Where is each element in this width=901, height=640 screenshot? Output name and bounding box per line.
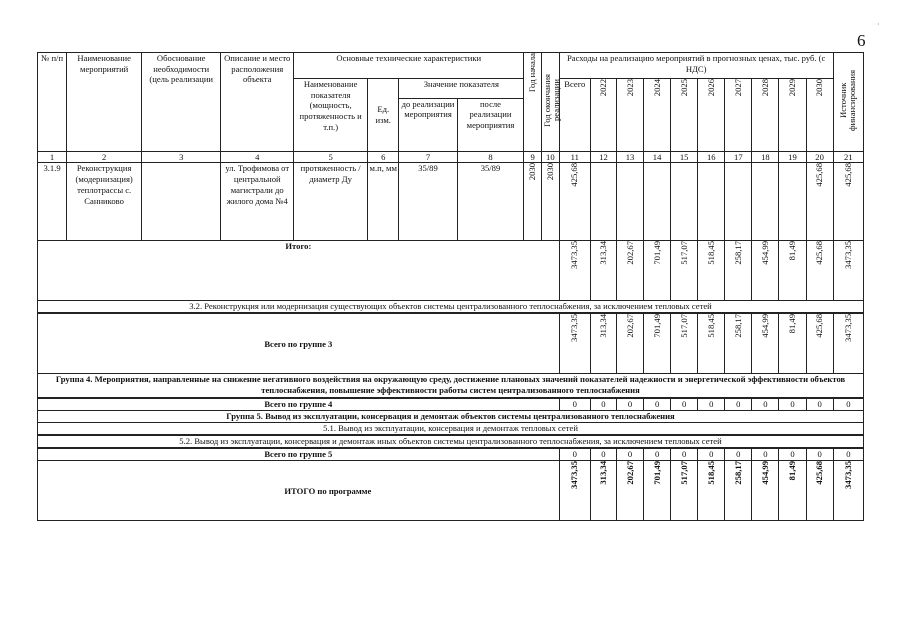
- col-number: 19: [779, 151, 806, 163]
- col-number: 8: [457, 151, 524, 163]
- row-2028: [752, 163, 779, 241]
- total-2029: 81,49: [779, 241, 806, 301]
- group4-2030: 0: [806, 399, 833, 411]
- group4-title-row: [38, 374, 864, 398]
- total-row: [38, 241, 864, 301]
- group5-2024: 0: [644, 449, 671, 461]
- header-year-2026: 2026: [698, 79, 725, 152]
- group4-2029: 0: [779, 399, 806, 411]
- header-costs-group: Расходы на реализацию мероприятий в прогнозных ценах, тыс. руб. (с НДС): [559, 53, 833, 79]
- group3-total-row: [38, 314, 864, 374]
- group3-2024: 701,49: [644, 314, 671, 374]
- row-name: Реконструкция (модернизация) теплотрассы с. Санниково: [67, 163, 142, 241]
- header-year-end: Год окончания реализации: [542, 53, 560, 152]
- header-year-2027: 2027: [725, 79, 752, 152]
- header-name: Наименование мероприятий: [67, 53, 142, 152]
- table-row-3-1-9: [38, 163, 864, 241]
- group3-total-label: Всего по группе 3: [38, 314, 560, 374]
- group5-source: 0: [833, 449, 863, 461]
- group4-2023: 0: [616, 399, 643, 411]
- header-after: после реализации мероприятия: [457, 98, 524, 151]
- col-number: 12: [590, 151, 616, 163]
- group4-2022: 0: [590, 399, 616, 411]
- group3-2023: 202,67: [616, 314, 643, 374]
- section-3-2-row: [38, 301, 864, 313]
- group4-2025: 0: [671, 399, 698, 411]
- row-2029: [779, 163, 806, 241]
- grand-2022: 313,34: [590, 461, 616, 521]
- row-unit: м.п, мм: [368, 163, 399, 241]
- col-number: 5: [294, 151, 368, 163]
- total-all: 3473,35: [559, 241, 590, 301]
- header-values-group: Значение показателя: [399, 79, 524, 99]
- col-number: 9: [524, 151, 542, 163]
- row-2024: [644, 163, 671, 241]
- col-number: 18: [752, 151, 779, 163]
- total-2023: 202,67: [616, 241, 643, 301]
- total-2026: 518,45: [698, 241, 725, 301]
- row-2023: [616, 163, 643, 241]
- header-num: № п/п: [38, 53, 67, 152]
- group3-source: 3473,35: [833, 314, 863, 374]
- row-reason: [142, 163, 221, 241]
- section-5-1-row: [38, 423, 864, 435]
- column-numbers-row: [38, 151, 864, 163]
- row-total: 425,68: [559, 163, 590, 241]
- col-number: 20: [806, 151, 833, 163]
- grand-2026: 518,45: [698, 461, 725, 521]
- group4-2027: 0: [725, 399, 752, 411]
- measures-table: [37, 52, 864, 521]
- total-2030: 425,68: [806, 241, 833, 301]
- section-5-2: 5.2. Вывод из эксплуатации, консервация и демонтаж иных объектов системы централизованного теплоснабжения, за исключением тепловых сетей: [38, 436, 864, 448]
- col-number: 6: [368, 151, 399, 163]
- total-2025: 517,07: [671, 241, 698, 301]
- col-number: 21: [833, 151, 863, 163]
- total-2027: 258,17: [725, 241, 752, 301]
- col-number: 4: [221, 151, 294, 163]
- header-tech-group: Основные технические характеристики: [294, 53, 524, 79]
- row-year-start: 2030: [524, 163, 542, 241]
- grand-2030: 425,68: [806, 461, 833, 521]
- row-2030: 425,68: [806, 163, 833, 241]
- header-location: Описание и место расположения объекта: [221, 53, 294, 152]
- row-2026: [698, 163, 725, 241]
- section-5-2-row: [38, 436, 864, 448]
- grand-source: 3473,35: [833, 461, 863, 521]
- header-year-2024: 2024: [644, 79, 671, 152]
- header-source: Источник финансирования: [833, 53, 863, 152]
- header-year-2029: 2029: [779, 79, 806, 152]
- col-number: 10: [542, 151, 560, 163]
- total-2022: 313,34: [590, 241, 616, 301]
- header-indicator: Наименование показателя (мощность, протяженность и т.п.): [294, 79, 368, 152]
- header-year-start: Год начала: [524, 53, 542, 152]
- header-before: до реализации мероприятия: [399, 98, 457, 151]
- col-number: 7: [399, 151, 457, 163]
- row-2025: [671, 163, 698, 241]
- grand-2029: 81,49: [779, 461, 806, 521]
- grand-total-all: 3473,35: [559, 461, 590, 521]
- header-year-2025: 2025: [671, 79, 698, 152]
- col-number: 14: [644, 151, 671, 163]
- header-year-2022: 2022: [590, 79, 616, 152]
- page-number: 6: [857, 31, 866, 50]
- row-year-end: 2030: [542, 163, 560, 241]
- group3-2025: 517,07: [671, 314, 698, 374]
- group4-2024: 0: [644, 399, 671, 411]
- grand-2027: 258,17: [725, 461, 752, 521]
- group4-2026: 0: [698, 399, 725, 411]
- page-dot: ·: [877, 20, 880, 29]
- row-source: 425,68: [833, 163, 863, 241]
- col-number: 17: [725, 151, 752, 163]
- row-before: 35/89: [399, 163, 457, 241]
- col-number: 16: [698, 151, 725, 163]
- group5-2026: 0: [698, 449, 725, 461]
- group4-total-label: Всего по группе 4: [38, 399, 560, 411]
- row-location: ул. Трофимова от центральной магистрали до жилого дома №4: [221, 163, 294, 241]
- total-2028: 454,99: [752, 241, 779, 301]
- header-year-2023: 2023: [616, 79, 643, 152]
- total-label: Итого:: [38, 241, 560, 301]
- group3-2022: 313,34: [590, 314, 616, 374]
- col-number: 1: [38, 151, 67, 163]
- section-5-1: 5.1. Вывод из эксплуатации, консервация и демонтаж тепловых сетей: [38, 423, 864, 435]
- group4-total-all: 0: [559, 399, 590, 411]
- group5-title: Группа 5. Вывод из эксплуатации, консервация и демонтаж объектов системы централизованного теплоснабжения: [38, 411, 864, 423]
- grand-2028: 454,99: [752, 461, 779, 521]
- grand-2024: 701,49: [644, 461, 671, 521]
- col-number: 13: [616, 151, 643, 163]
- row-2027: [725, 163, 752, 241]
- grand-total-label: ИТОГО по программе: [38, 461, 560, 521]
- group4-title: Группа 4. Мероприятия, направленные на снижение негативного воздействия на окружающую среду, достижение плановых значений показателей надежности и энергетической эффективности объектов теплоснабжения, повышение эффективности работы систем централизованного теплоснабжения: [38, 374, 864, 398]
- row-2022: [590, 163, 616, 241]
- header-reason: Обоснование необходимости (цель реализации: [142, 53, 221, 152]
- group5-2022: 0: [590, 449, 616, 461]
- group5-2027: 0: [725, 449, 752, 461]
- row-indicator: протяженность /диаметр Ду: [294, 163, 368, 241]
- total-source: 3473,35: [833, 241, 863, 301]
- group5-2029: 0: [779, 449, 806, 461]
- group3-2026: 518,45: [698, 314, 725, 374]
- grand-total-row: [38, 461, 864, 521]
- header-year-2030: 2030: [806, 79, 833, 152]
- group3-2027: 258,17: [725, 314, 752, 374]
- total-2024: 701,49: [644, 241, 671, 301]
- group3-total-all: 3473,35: [559, 314, 590, 374]
- group5-total-label: Всего по группе 5: [38, 449, 560, 461]
- group5-total-row: [38, 449, 864, 461]
- col-number: 3: [142, 151, 221, 163]
- group3-2028: 454,99: [752, 314, 779, 374]
- group5-2023: 0: [616, 449, 643, 461]
- group4-2028: 0: [752, 399, 779, 411]
- grand-2025: 517,07: [671, 461, 698, 521]
- header-unit: Ед. изм.: [368, 79, 399, 152]
- row-after: 35/89: [457, 163, 524, 241]
- group4-source: 0: [833, 399, 863, 411]
- group3-2029: 81,49: [779, 314, 806, 374]
- group5-title-row: [38, 411, 864, 423]
- group5-2025: 0: [671, 449, 698, 461]
- col-number: 2: [67, 151, 142, 163]
- group4-total-row: [38, 399, 864, 411]
- row-num: 3.1.9: [38, 163, 67, 241]
- grand-2023: 202,67: [616, 461, 643, 521]
- col-number: 11: [559, 151, 590, 163]
- group5-total-all: 0: [559, 449, 590, 461]
- group3-2030: 425,68: [806, 314, 833, 374]
- header-total: Всего: [559, 79, 590, 152]
- col-number: 15: [671, 151, 698, 163]
- group5-2030: 0: [806, 449, 833, 461]
- header-year-2028: 2028: [752, 79, 779, 152]
- section-3-2: 3.2. Реконструкция или модернизация существующих объектов системы централизованного теплоснабжения, за исключением тепловых сетей: [38, 301, 864, 313]
- group5-2028: 0: [752, 449, 779, 461]
- header-row-1: [38, 53, 864, 79]
